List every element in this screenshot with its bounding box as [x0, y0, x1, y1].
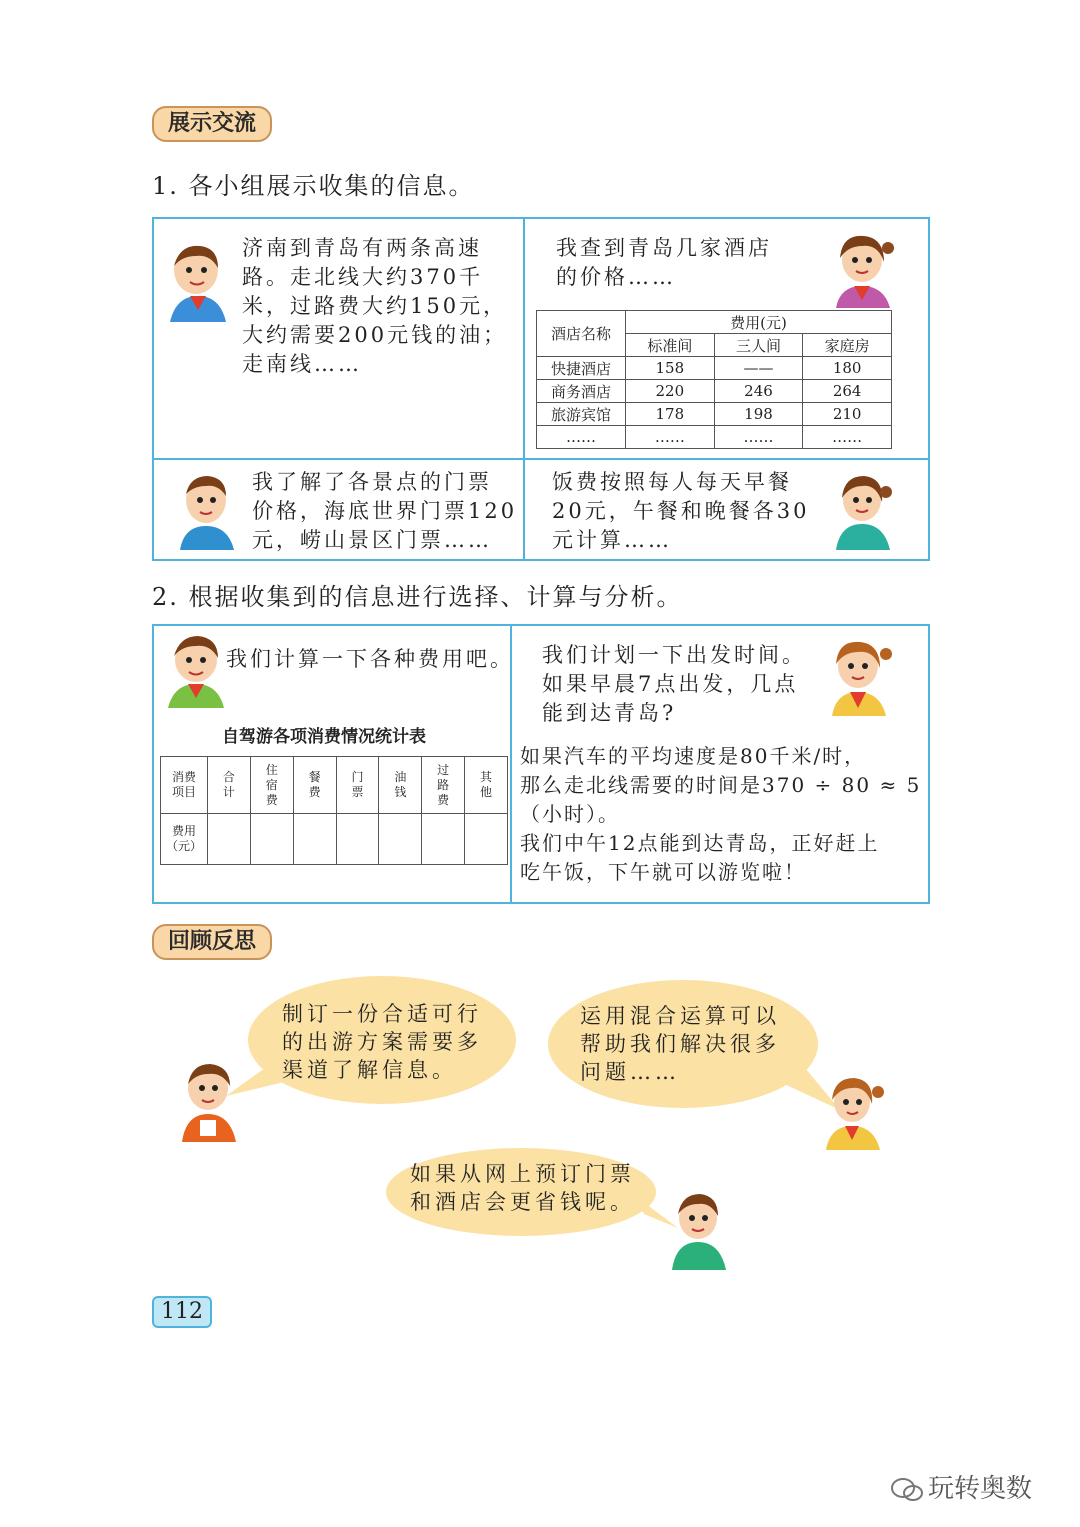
question-1: 1. 各小组展示收集的信息。 [152, 172, 475, 200]
table-header: 油 钱 [379, 757, 422, 814]
table-cell: 快捷酒店 [537, 357, 626, 380]
table-cell [422, 814, 465, 865]
boy-avatar-icon [660, 1190, 732, 1270]
expense-table [160, 756, 508, 865]
table-cell: 商务酒店 [537, 380, 626, 403]
table-row [537, 403, 892, 426]
girl-avatar-icon [818, 636, 900, 716]
table-cell [207, 814, 250, 865]
boy-avatar-icon [176, 1060, 246, 1142]
hotel-price-table [536, 310, 892, 449]
panel-divider [152, 458, 930, 460]
table-cell [336, 814, 379, 865]
bubble-bottom-text: 如果从网上预订门票 和酒店会更省钱呢。 [410, 1162, 635, 1214]
table-cell: 264 [803, 380, 892, 403]
table-cell: 旅游宾馆 [537, 403, 626, 426]
table-cell: …… [626, 426, 715, 449]
table-header: 合 计 [207, 757, 250, 814]
table-cell: 180 [803, 357, 892, 380]
table-cell [293, 814, 336, 865]
table-cell: 费用 （元） [161, 814, 208, 865]
table-cell: —— [714, 357, 803, 380]
table-cell: 220 [626, 380, 715, 403]
watermark-text: 玩转奥数 [928, 1474, 1033, 1504]
boy-route-text: 济南到青岛有两条高速 路。走北线大约370千 米，过路费大约150元， 大约需要200元钱的油； 走南线…… [242, 236, 508, 376]
table-cell [379, 814, 422, 865]
table-header: 其 他 [465, 757, 508, 814]
table-header: 餐 费 [293, 757, 336, 814]
table-header: 消费 项目 [161, 757, 208, 814]
section-tag-exchange: 展示交流 [152, 106, 272, 142]
table-cell: 178 [626, 403, 715, 426]
girl-avatar-icon [826, 470, 896, 550]
table-cell: …… [803, 426, 892, 449]
table-header: 住 宿 费 [250, 757, 293, 814]
wechat-icon [890, 1477, 924, 1503]
boy-calc-text: 我们计算一下各种费用吧。 [226, 647, 514, 671]
table-header: 门 票 [336, 757, 379, 814]
boy-avatar-icon [160, 240, 238, 324]
girl-plan-text: 我们计划一下出发时间。 如果早晨7点出发，几点 能到达青岛? [542, 643, 806, 725]
girl-hotel-text: 我查到青岛几家酒店 的价格…… [556, 236, 772, 289]
page-number: 112 [152, 1296, 212, 1328]
table-cell: 210 [803, 403, 892, 426]
girl-meal-text: 饭费按照每人每天早餐 20元，午餐和晚餐各30 元计算…… [552, 470, 810, 552]
table-header: 酒店名称 [537, 311, 626, 357]
watermark [890, 1468, 1032, 1505]
girl-avatar-icon [822, 228, 904, 308]
girl-avatar-icon [818, 1074, 888, 1150]
table-row [537, 380, 892, 403]
table-cell: 246 [714, 380, 803, 403]
table-cell: 158 [626, 357, 715, 380]
section-tag-reflection: 回顾反思 [152, 924, 272, 960]
panel-divider [523, 217, 525, 561]
table-cell: 198 [714, 403, 803, 426]
table-row [537, 426, 892, 449]
bubble-right-text: 运用混合运算可以 帮助我们解决很多 问题…… [580, 1004, 780, 1084]
table-header: 过 路 费 [422, 757, 465, 814]
question-2: 2. 根据收集到的信息进行选择、计算与分析。 [152, 583, 683, 611]
travel-time-answer: 如果汽车的平均速度是80千米/时， 那么走北线需要的时间是370 ÷ 80 ≈ 5 （小时）。 我们中午12点能到达青岛，正好赶上 吃午饭，下午就可以游览啦！ [520, 744, 922, 884]
table-row [537, 357, 892, 380]
stat-table-title: 自驾游各项消费情况统计表 [222, 727, 426, 747]
table-cell: …… [537, 426, 626, 449]
table-header: 标准间 [626, 334, 715, 357]
table-header: 家庭房 [803, 334, 892, 357]
table-cell [250, 814, 293, 865]
table-header: 三人间 [714, 334, 803, 357]
table-cell: …… [714, 426, 803, 449]
table-header: 费用(元) [626, 311, 892, 334]
boy-ticket-text: 我了解了各景点的门票 价格，海底世界门票120 元，崂山景区门票…… [252, 470, 518, 552]
bubble-left-text: 制订一份合适可行 的出游方案需要多 渠道了解信息。 [282, 1002, 482, 1082]
boy-avatar-icon [172, 470, 242, 550]
table-cell [465, 814, 508, 865]
table-row [161, 814, 508, 865]
